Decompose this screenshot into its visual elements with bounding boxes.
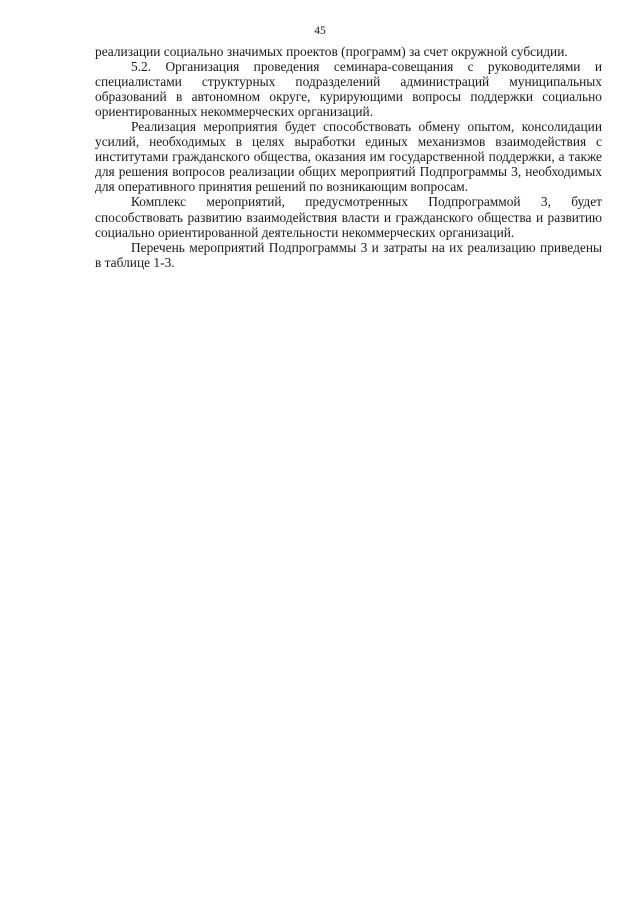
paragraph-section-5-2: 5.2. Организация проведения семинара-совещания с руководителями и специалистами структурных подразделений администраций муниципальных образований в автономном округе, курирующими вопросы поддержки социально ориентированных некоммерческих организаций. [95,59,602,120]
page-number: 45 [314,25,326,37]
document-body [95,44,602,270]
paragraph-continuation: реализации социально значимых проектов (программ) за счет окружной субсидии. [95,44,568,59]
paragraph-measures-list-reference: Перечень мероприятий Подпрограммы 3 и затраты на их реализацию приведены в таблице 1-3. [95,239,602,270]
paragraph-event-implementation: Реализация мероприятия будет способствовать обмену опытом, консолидации усилий, необходимых в целях выработки единых механизмов взаимодействия с институтами гражданского общества, оказания им государственной поддержки, а также для решения вопросов реализации общих мероприятий Подпрограммы 3, необходимых для оперативного принятия решений по возникающим вопросам. [95,119,602,195]
paragraph-measures-complex: Комплекс мероприятий, предусмотренных Подпрограммой 3, будет способствовать развитию взаимодействия власти и гражданского общества и развитию социально ориентированной деятельности некоммерческих организаций. [95,194,602,240]
